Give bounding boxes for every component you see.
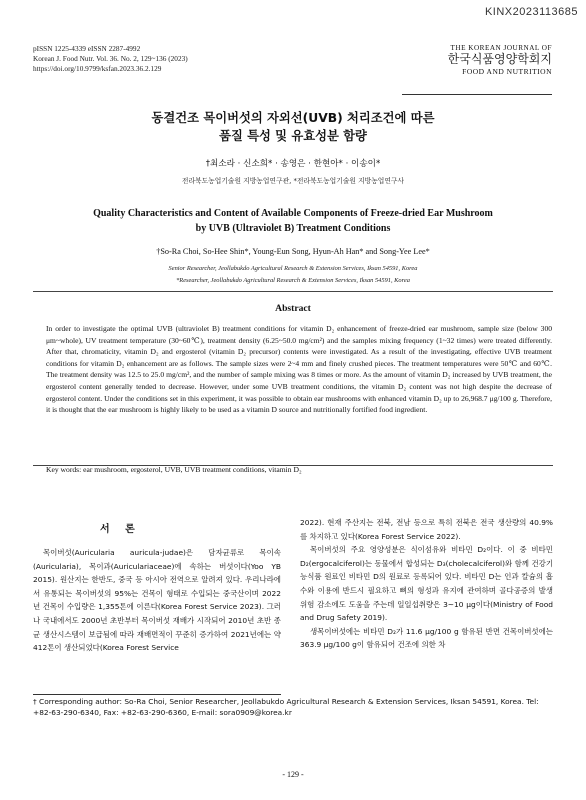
intro-left-column: 목이버섯(Auricularia auricula-judae)은 담자균류로 목이속(Auricularia), 목이과(Auriculariaceae)에 속하는 버섯이다(Yoo YB 2015). 원산지는 한반도, 중국 등 아시아 전역으로 알려져 있다. 우리나라에서 유통되는 목이버섯의 95%는 건목이 형태로 수입되는 중국산이며 2022년 건목이 수입량은 1,355톤에 이른다(Korea Forest Service 2023). 그러나 국내에서도 2000년 초반부터 목이버섯 재배가 시작되어 2010년 초반 종균 생산시스템이 보급됨에 따라 재배면적이 꾸준히 증가하여 2021년에는 약 412톤이 생산되었다(Korea Forest Service: [33, 548, 281, 653]
english-affiliation-line2: *Researcher, Jeollabukdo Agricultural Research & Extension Services, Iksan 54591, Korea: [176, 277, 410, 284]
journal-name-korean: 한국식품영양학회지: [447, 52, 552, 66]
citation: Korean J. Food Nutr. Vol. 36. No. 2, 129~136 (2023): [33, 54, 188, 63]
issn: pISSN 1225-4339 eISSN 2287-4992: [33, 44, 141, 53]
intro-right-column: [300, 516, 553, 652]
keywords: Key words: ear mushroom, ergosterol, UVB, UVB treatment conditions, vitamin D₂: [46, 465, 302, 474]
abstract-text: In order to investigate the optimal UVB (ultraviolet B) treatment conditions for vitamin D₂ enhancement of freeze-dried ear mushroom, sample size (below 300 μm~whole), UV treatment temperature (30~60℃), treatment density (6.25~50.0 mg/cm²) and the samples mixing frequency (1~32 times) were treated differently. After that, chromaticity, vitamin D₂ and ergosterol (vitamin D₂ precursor) contents were investigated. As a result of the investigating, effective UVB treatment conditions for vitamin D₂ enhancement are as follows. The sample sizes were 2~4 mm and finely crushed pieces. The treatment temperatures were 50℃ and 60℃. The treatment density was 12.5 to 25.0 mg/cm², and the number of sample mixing was 8 times or more. As the amount of vitamin D₂ increased by UVB treatment, the ergosterol content generally tended to decrease. However, under some UVB treatment conditions, the vitamin D₂ content was not high despite the decrease of ergosterol content. Under the conditions set in this experiment, it was possible to obtain ear mushrooms with enhanced vitamin D₂ up to 26,968.7 μg/100 g. Therefore, it is thought that the ear mushroom is highly likely to be used as a vitamin D source and nutritionally fortified food ingredient.: [46, 324, 552, 415]
journal-meta: [33, 44, 188, 74]
korean-title-line2: 품질 특성 및 유효성분 함량: [219, 129, 367, 143]
english-affiliation-line1: Senior Researcher, Jeollabukdo Agricultural Research & Extension Services, Iksan 54591, Korea: [168, 265, 418, 272]
english-title-line2: by UVB (Ultraviolet B) Treatment Conditions: [195, 223, 391, 234]
journal-name-line3: FOOD AND NUTRITION: [462, 67, 552, 76]
english-title-line1: Quality Characteristics and Content of Available Components of Freeze-dried Ear Mushroom: [93, 208, 493, 219]
page-number: - 129 -: [282, 770, 304, 779]
intro-right-para1: 2022). 현재 주산지는 전북, 전남 등으로 특히 전북은 전국 생산량의 40.9%를 차지하고 있다(Korea Forest Service 2022).: [300, 518, 553, 541]
abstract-heading: Abstract: [275, 303, 311, 314]
intro-right-para3: 생목이버섯에는 비타민 D₂가 11.6 μg/100 g 함유된 반면 건목이버섯에는 363.9 μg/100 g이 함유되어 건조에 의한 차: [300, 626, 553, 650]
korean-title-line1: 동결건조 목이버섯의 자외선(UVB) 처리조건에 따른: [151, 111, 435, 125]
intro-right-para2: 목이버섯의 주요 영양성분은 식이섬유와 비타민 D₂이다. 이 중 비타민 D₂(ergocalciferol)는 동물에서 합성되는 D₃(cholecalciferol)와 함께 건강기능식품 원료인 비타민 D의 원료로 등록되어 있다. 비타민 D는 인과 칼슘의 흡수와 이용에 반드시 필요하고 뼈의 형성과 유지에 관여하며 골다공증의 발생 위험 감소에도 도움을 주는데 일일섭취량은 3~10 μg이다(Ministry of Food and Drug Safety 2019).: [300, 545, 553, 623]
doi-link[interactable]: https://doi.org/10.9799/ksfan.2023.36.2.129: [33, 64, 162, 73]
journal-logo: [412, 44, 552, 76]
english-authors: †So-Ra Choi, So-Hee Shin*, Young-Eun Song, Hyun-Ah Han* and Song-Yee Lee*: [156, 247, 430, 256]
corresponding-author-footnote: † Corresponding author: So-Ra Choi, Senior Researcher, Jeollabukdo Agricultural Research & Extension Services, Iksan 54591, Korea. Tel: +82-63-290-6340, Fax: +82-63-290-6360, E-mail: sora0909@korea.kr: [33, 697, 539, 717]
journal-name-line1: THE KOREAN JOURNAL OF: [450, 44, 552, 52]
journal-divider: [402, 94, 552, 95]
korean-affiliation: 전라북도농업기술원 지방농업연구관, *전라북도농업기술원 지방농업연구사: [181, 177, 405, 185]
section-heading-introduction: 서 론: [100, 524, 141, 535]
document-id: KINX2023113685: [484, 6, 578, 18]
footnote-divider: [33, 694, 281, 695]
korean-authors: †최소라 · 신소희* · 송영은 · 한현아* · 이송이*: [205, 159, 381, 169]
